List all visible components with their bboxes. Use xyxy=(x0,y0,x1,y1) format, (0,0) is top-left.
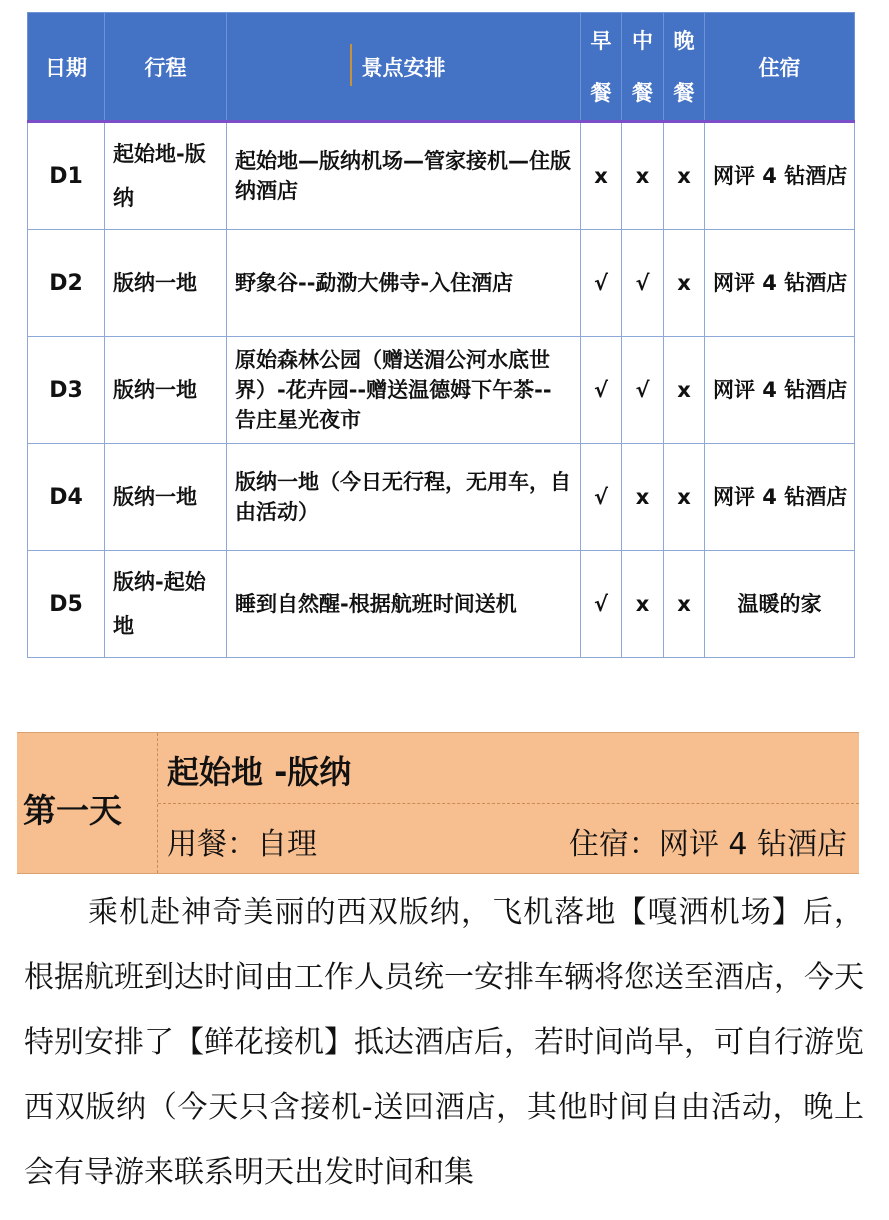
cell-plan: 原始森林公园（赠送湄公河水底世界）-花卉园--赠送温德姆下午茶--告庄星光夜市 xyxy=(227,337,581,444)
header-lunch-line2: 餐 xyxy=(632,80,653,105)
header-date: 日期 xyxy=(28,13,105,122)
cell-day: D3 xyxy=(28,337,105,444)
itinerary-table xyxy=(27,12,855,658)
header-dinner xyxy=(664,13,705,122)
cell-lunch: x xyxy=(622,551,664,658)
cell-dinner: x xyxy=(664,230,705,337)
cell-breakfast: √ xyxy=(581,551,622,658)
cell-day: D5 xyxy=(28,551,105,658)
cell-route: 版纳一地 xyxy=(105,230,227,337)
cell-breakfast: √ xyxy=(581,444,622,551)
table-row xyxy=(28,551,855,658)
cell-breakfast: x xyxy=(581,122,622,230)
cell-breakfast: √ xyxy=(581,337,622,444)
cell-plan: 起始地—版纳机场—管家接机—住版纳酒店 xyxy=(227,122,581,230)
header-breakfast-line1: 早 xyxy=(590,28,612,53)
cell-hotel: 网评 4 钻酒店 xyxy=(705,230,855,337)
day-label: 第一天 xyxy=(23,791,122,830)
cell-route: 版纳一地 xyxy=(105,337,227,444)
cell-hotel: 温暖的家 xyxy=(705,551,855,658)
header-breakfast xyxy=(581,13,622,122)
day-hotel-info: 住宿：网评 4 钻酒店 xyxy=(568,827,847,862)
cell-lunch: x xyxy=(622,444,664,551)
header-route: 行程 xyxy=(105,13,227,122)
cell-lunch: x xyxy=(622,122,664,230)
cell-day: D2 xyxy=(28,230,105,337)
header-hotel: 住宿 xyxy=(705,13,855,122)
cell-day: D1 xyxy=(28,122,105,230)
cell-lunch: √ xyxy=(622,337,664,444)
cell-day: D4 xyxy=(28,444,105,551)
cell-hotel: 网评 4 钻酒店 xyxy=(705,337,855,444)
cell-plan: 版纳一地（今日无行程，无用车，自由活动） xyxy=(227,444,581,551)
cell-dinner: x xyxy=(664,444,705,551)
table-row xyxy=(28,337,855,444)
cell-dinner: x xyxy=(664,551,705,658)
header-lunch-line1: 中 xyxy=(632,28,653,53)
header-plan: 景点安排 xyxy=(227,13,581,122)
day-meal-info: 用餐：自理 xyxy=(167,827,317,862)
header-dinner-line1: 晚 xyxy=(673,28,695,53)
day-banner xyxy=(17,732,859,874)
cell-plan: 睡到自然醒-根据航班时间送机 xyxy=(227,551,581,658)
cell-lunch: √ xyxy=(622,230,664,337)
day-route-title: 起始地 -版纳 xyxy=(167,753,352,791)
cell-hotel: 网评 4 钻酒店 xyxy=(705,122,855,230)
cell-hotel: 网评 4 钻酒店 xyxy=(705,444,855,551)
table-header-row xyxy=(28,13,855,122)
header-dinner-line2: 餐 xyxy=(673,80,695,105)
day-description: 乘机赴神奇美丽的西双版纳，飞机落地【嘎洒机场】后，根据航班到达时间由工作人员统一安排车辆将您送至酒店，今天特别安排了【鲜花接机】抵达酒店后，若时间尚早，可自行游览西双版纳（今天只含接机-送回酒店，其他时间自由活动，晚上会有导游来联系明天出发时间和集 xyxy=(24,895,864,1190)
banner-divider-horizontal xyxy=(158,803,859,804)
table-row xyxy=(28,444,855,551)
cell-breakfast: √ xyxy=(581,230,622,337)
cell-plan: 野象谷--勐泐大佛寺-入住酒店 xyxy=(227,230,581,337)
table-row xyxy=(28,122,855,230)
header-lunch xyxy=(622,13,664,122)
cell-route: 版纳一地 xyxy=(105,444,227,551)
text-cursor xyxy=(350,44,352,86)
header-breakfast-line2: 餐 xyxy=(590,80,612,105)
table-row xyxy=(28,230,855,337)
cell-dinner: x xyxy=(664,337,705,444)
cell-route: 起始地-版纳 xyxy=(105,122,227,230)
cell-route: 版纳-起始地 xyxy=(105,551,227,658)
cell-dinner: x xyxy=(664,122,705,230)
